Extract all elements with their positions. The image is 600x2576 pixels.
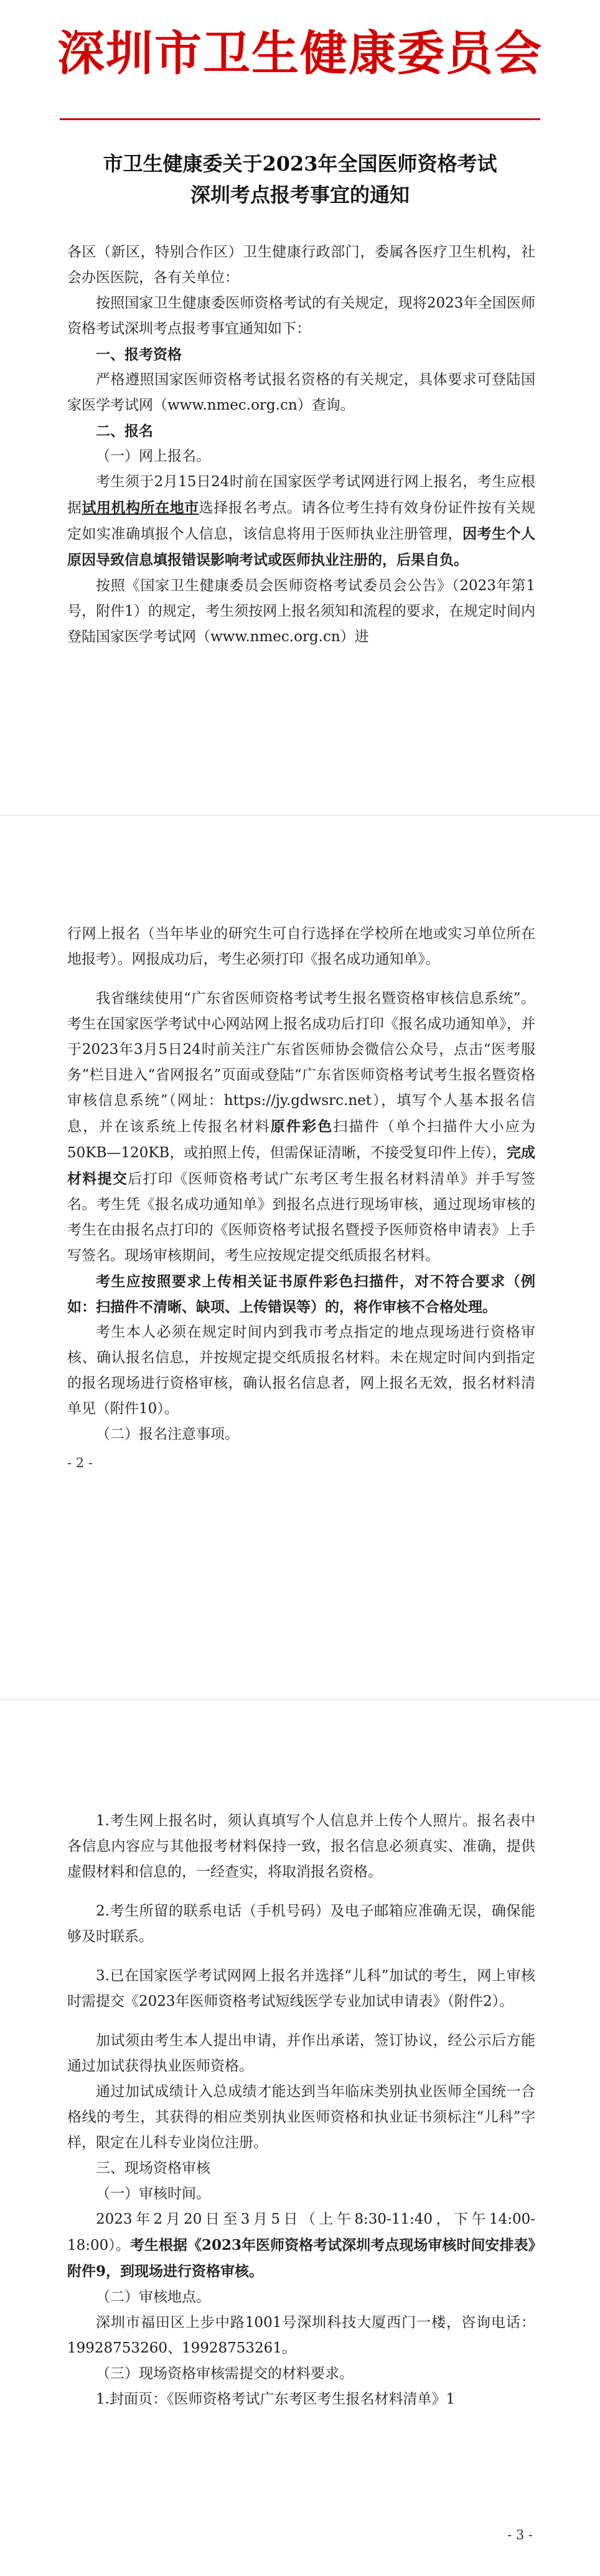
spacer xyxy=(67,1885,535,1899)
section-1-heading: 一、报考资格 xyxy=(96,346,182,363)
review-location-address: 深圳市福田区上步中路1001号深圳科技大厦西门一楼，咨询电话：19928753260、19928753261。 xyxy=(67,2315,535,2356)
red-divider xyxy=(60,118,540,120)
document-title xyxy=(60,148,540,210)
scan-requirement-warning: 考生应按照要求上传相关证书原件彩色扫描件，对不符合要求（例如：扫描件不清晰、缺项、上传错误等）的，将作审核不合格处理。 xyxy=(67,1273,535,1315)
page-1-body xyxy=(67,240,535,650)
note-2: 2.考生所留的联系电话（手机号码）及电子邮箱应准确无误，确保能够及时联系。 xyxy=(67,1903,535,1945)
bold-original-color: 原件彩色 xyxy=(270,1118,334,1135)
bold-schedule-note: 考生根据《2023年医师资格考试深圳考点现场审核时间安排表》附件9，到现场进行资格审核。 xyxy=(67,2237,535,2280)
section-1-text: 严格遵照国家医师资格考试报名资格的有关规定，具体要求可登陆国家医学考试网（www.nmec.org.cn）查询。 xyxy=(67,372,535,413)
text-run: 选择报名考点。请各位考生持有效身份证件按有关规定如实准确填报个人信息，该信息将用于医师执业注册管理， xyxy=(67,500,536,542)
page-3 xyxy=(0,1699,600,2576)
note-3-detail: 加试须由考生本人提出申请，并作出承诺，签订协议，经公示后方能通过加试获得执业医师资格。 xyxy=(67,2033,535,2074)
announcement-paragraph: 按照《国家卫生健康委员会医师资格考试委员会公告》（2023年第1号，附件1）的规定，考生须按网上报名须知和流程的要求，在规定时间内登陆国家医学考试网（www.nmec.org.cn）进 xyxy=(67,578,535,645)
page-3-body xyxy=(67,1808,535,2412)
section-2-heading: 二、报名 xyxy=(96,423,153,440)
text-run: 考生须于2月15日24时前在国家医学考试网进行网上报名，考生应根据 xyxy=(67,474,535,516)
text-run: 后打印《医师资格考试广东考区考生报名材料清单》并手写签名。考生凭《报名成功通知单》到报名点进行现场审核，通过现场审核的考生在由报名点打印的《医师资格考试报名暨授予医师资格申请表》上手写签名。现场审核期间，考生应按规定提交纸质报名材料。 xyxy=(67,1171,536,1264)
note-1: 1.考生网上报名时，须认真填写个人信息并上传个人照片。报名表中各信息内容应与其他报考材料保持一致，报名信息必须真实、准确，提供虚假材料和信息的，一经查实，将取消报名资格。 xyxy=(67,1813,535,1880)
spacer xyxy=(67,2014,535,2028)
bold-warning: 因考生个人原因导致信息填报错误影响考试或医师执业注册的，后果自负。 xyxy=(67,525,536,568)
page-number: - 3 - xyxy=(507,2527,533,2542)
title-line-2: 深圳考点报考事宜的通知 xyxy=(190,183,410,207)
subsection-materials: （三）现场资格审核需提交的材料要求。 xyxy=(96,2366,354,2382)
title-line-1: 市卫生健康委关于2023年全国医师资格考试 xyxy=(103,152,497,176)
text-run: 我省继续使用“广东省医师资格考试考生报名暨资格审核信息系统”。考生在国家医学考试中心网站网上报名成功后打印《报名成功通知单》，并于2023年3月5日24时前关注广东省医师协会微信公众号，点击“医考服务”栏目进入“省网报名”页面或登陆“广东省医师资格考试考生报名暨资格审核信息系统”（网址：https://jy.gdwsrc.net），填写个人基本报名信息，并在该系统上传报名材料 xyxy=(67,990,535,1135)
text-run: 2023年2月20日至3月5日（上午8:30-11:40，下午14:00-18:00）。 xyxy=(67,2211,535,2254)
section-3-heading: 三、现场资格审核 xyxy=(96,2160,210,2176)
spacer xyxy=(67,972,535,986)
continuation-paragraph: 行网上报名（当年毕业的研究生可自行选择在学校所在地或实习单位所在地报考）。网报成功后，考生必须打印《报名成功通知单》。 xyxy=(67,926,535,967)
text-run: 扫描件（单个扫描件大小应为50KB—120KB，或拍照上传，但需保证清晰，不接受复印件上传）， xyxy=(67,1119,536,1161)
page-number: - 2 - xyxy=(67,1455,93,1470)
org-banner: 深圳市卫生健康委员会 xyxy=(57,26,543,81)
review-time-paragraph xyxy=(67,2207,535,2285)
spacer xyxy=(67,1950,535,1963)
materials-item-1: 1.封面页：《医师资格考试广东考区考生报名材料清单》1 xyxy=(96,2391,456,2407)
subsection-notes: （二）报名注意事项。 xyxy=(96,1426,239,1442)
salutation: 各区（新区，特别合作区）卫生健康行政部门，委属各医疗卫生机构，社会办医医院，各有关单位： xyxy=(67,244,535,286)
highlight-location: 试用机构所在地市 xyxy=(82,499,199,516)
subsection-online-registration: （一）网上报名。 xyxy=(96,448,210,464)
online-registration-paragraph xyxy=(67,469,535,573)
onsite-review-paragraph: 考生本人必须在规定时间内到我市考点指定的地点现场进行资格审核、确认报名信息，并按规定提交纸质报名材料。未在规定时间内到指定的报名现场进行资格审核，确认报名信息者，网上报名无效，报名材料清单见（附件10）。 xyxy=(67,1324,535,1417)
subsection-review-location: （二）审核地点。 xyxy=(96,2289,210,2305)
page-1 xyxy=(0,0,600,816)
note-3: 3.已在国家医学考试网网上报名并选择“儿科”加试的考生，网上审核时需提交《2023年医师资格考试短线医学专业加试申请表》（附件2）。 xyxy=(67,1968,535,2010)
intro-paragraph: 按照国家卫生健康委医师资格考试的有关规定，现将2023年全国医师资格考试深圳考点报考事宜通知如下： xyxy=(67,295,535,337)
note-3-pediatrics: 通过加试成绩计入总成绩才能达到当年临床类别执业医师全国统一合格线的考生，其获得的相应类别执业医师资格和执业证书须标注“儿科”字样，限定在儿科专业岗位注册。 xyxy=(67,2084,535,2151)
page-2 xyxy=(0,816,600,1699)
bold-complete-submission: 完成材料提交 xyxy=(67,1144,535,1187)
provincial-system-paragraph xyxy=(67,986,535,1269)
page-2-body xyxy=(67,921,535,1447)
subsection-review-time: （一）审核时间。 xyxy=(96,2186,210,2202)
